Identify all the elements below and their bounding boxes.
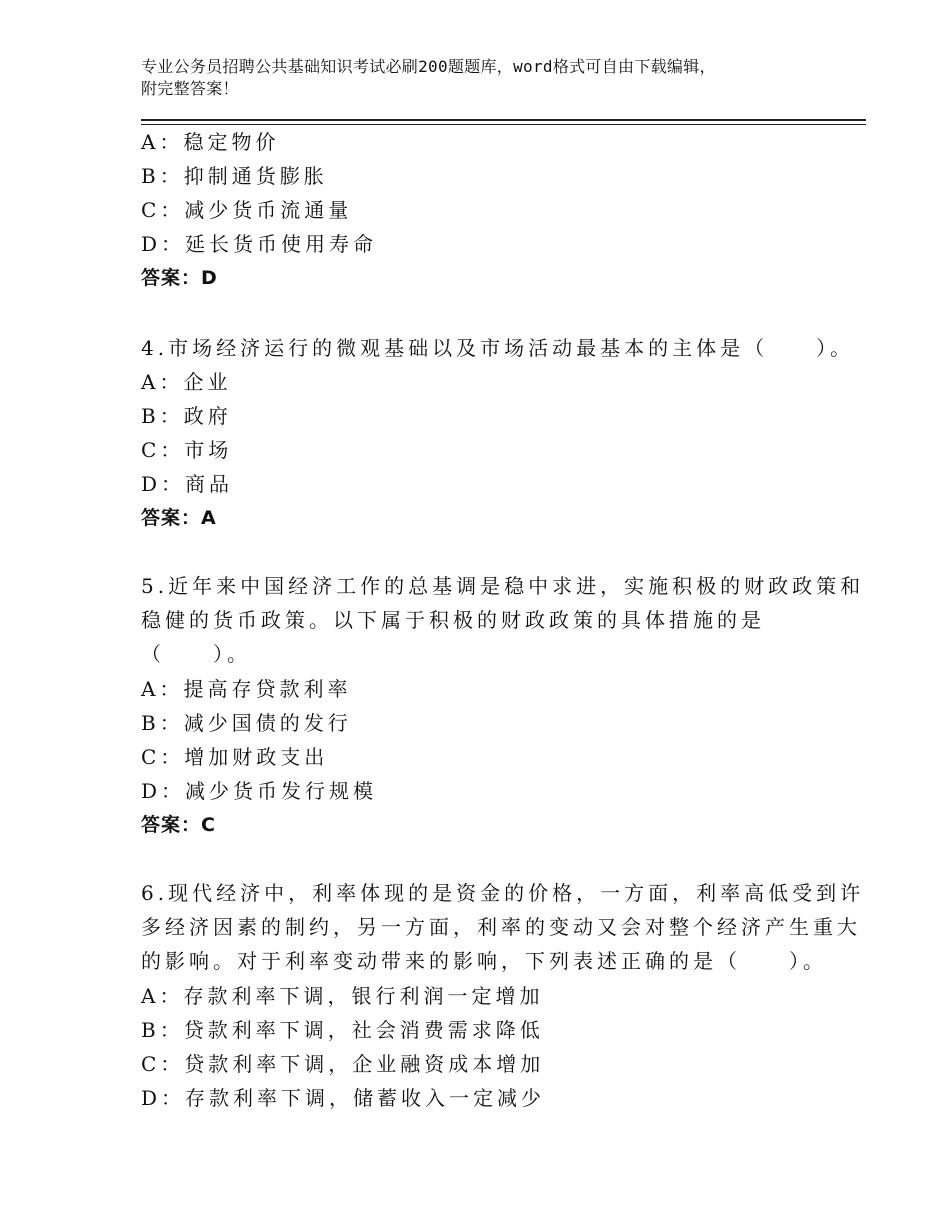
q6-option-b: B：贷款利率下调，社会消费需求降低 xyxy=(141,1018,544,1042)
q5-option-c: C：增加财政支出 xyxy=(141,745,329,769)
header-line-1: 专业公务员招聘公共基础知识考试必刷200题题库，word格式可自由下载编辑， xyxy=(141,57,716,76)
q6-option-a: A：存款利率下调，银行利润一定增加 xyxy=(141,984,544,1008)
q5-answer: 答案：C xyxy=(141,814,216,836)
q5-stem-line-1: 5.近年来中国经济工作的总基调是稳中求进，实施积极的财政政策和 xyxy=(141,574,865,598)
q3-option-a: A：稳定物价 xyxy=(141,130,280,154)
q3-option-c: C：减少货币流通量 xyxy=(141,198,353,222)
q3-option-d: D：延长货币使用寿命 xyxy=(141,232,378,256)
q4-option-b: B：政府 xyxy=(141,404,232,428)
q6-stem-line-1: 6.现代经济中，利率体现的是资金的价格，一方面，利率高低受到许 xyxy=(141,881,865,905)
header-rule-thin xyxy=(141,124,866,125)
q6-option-d: D：存款利率下调，储蓄收入一定减少 xyxy=(141,1086,546,1110)
q3-answer: 答案：D xyxy=(141,267,218,289)
q4-option-c: C：市场 xyxy=(141,438,233,462)
q4-stem: 4.市场经济运行的微观基础以及市场活动最基本的主体是（ ）。 xyxy=(141,336,855,360)
q4-answer: 答案：A xyxy=(141,507,217,529)
q4-option-a: A：企业 xyxy=(141,370,232,394)
q5-stem-line-3: （ ）。 xyxy=(141,642,251,666)
q6-stem-line-3: 的影响。对于利率变动带来的影响，下列表述正确的是（ ）。 xyxy=(141,949,827,973)
header-line-2: 附完整答案！ xyxy=(141,79,239,98)
header-rule-thick xyxy=(141,119,866,121)
q4-option-d: D：商品 xyxy=(141,472,234,496)
document-header xyxy=(141,56,821,100)
q6-option-c: C：贷款利率下调，企业融资成本增加 xyxy=(141,1052,545,1076)
q5-option-b: B：减少国债的发行 xyxy=(141,711,352,735)
q5-option-a: A：提高存贷款利率 xyxy=(141,677,352,701)
q5-option-d: D：减少货币发行规模 xyxy=(141,779,378,803)
q5-stem-line-2: 稳健的货币政策。以下属于积极的财政政策的具体措施的是 xyxy=(141,608,765,632)
q3-option-b: B：抑制通货膨胀 xyxy=(141,164,328,188)
q6-stem-line-2: 多经济因素的制约，另一方面，利率的变动又会对整个经济产生重大 xyxy=(141,915,861,939)
